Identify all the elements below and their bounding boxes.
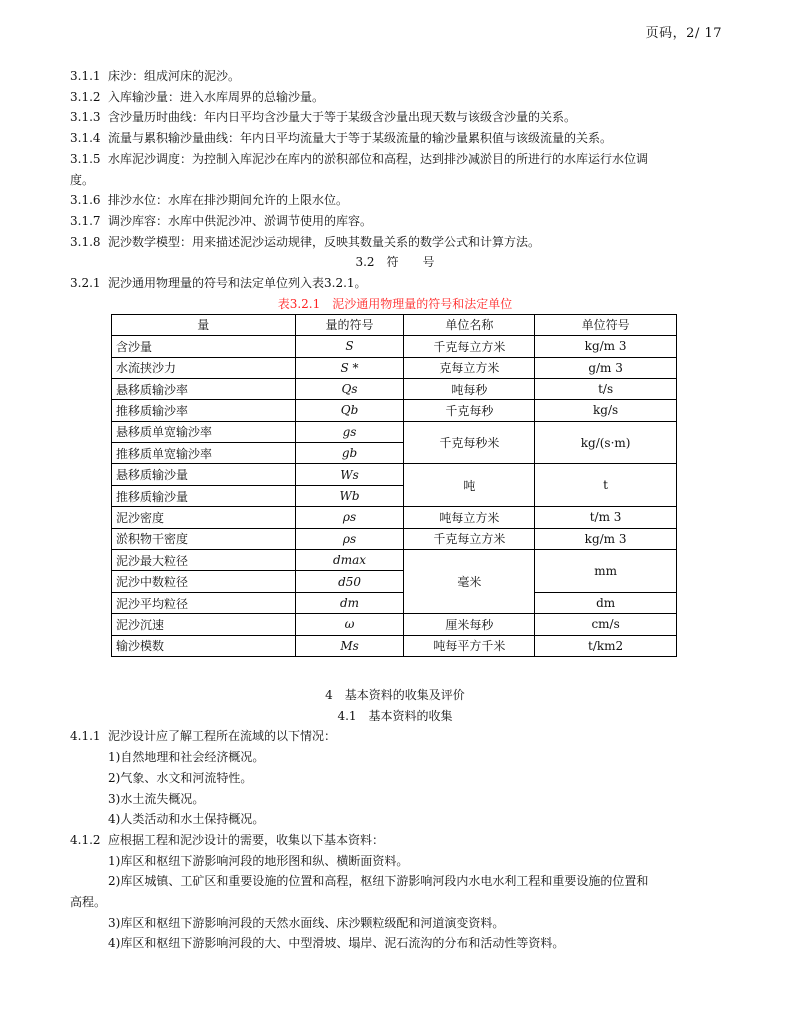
symbol-cell: d50 (295, 571, 404, 592)
list-item: 3)库区和枢纽下游影响河段的天然水面线、床沙颗粒级配和河道演变资料。 (108, 915, 505, 930)
clause-number: 3.1.6 (70, 193, 101, 208)
clause-number: 3.1.1 (70, 69, 101, 83)
unit-symbol-cell: kg/(s·m) (535, 421, 677, 464)
clause-text: 泥沙数学模型：用来描述泥沙运动规律，反映其数量关系的数学公式和计算方法。 (108, 234, 541, 249)
unit-name-cell: 千克每秒米 (404, 421, 535, 464)
table-row (112, 528, 677, 549)
clause-number: 4.1.2 (70, 832, 101, 847)
clause-3-2-1 (70, 273, 720, 294)
unit-symbol-cell: kg/s (535, 400, 677, 421)
table-row (112, 336, 677, 357)
unit-symbol-cell: t/s (535, 378, 677, 399)
definition-3-1-3 (70, 107, 720, 128)
unit-symbol-cell: mm (535, 550, 677, 593)
clause-4-1-1 (70, 726, 720, 747)
header-symbol: 量的符号 (295, 314, 404, 335)
quantity-cell: 含沙量 (112, 336, 296, 357)
list-item: 1)自然地理和社会经济概况。 (108, 750, 265, 765)
list-item: 2)气象、水文和河流特性。 (108, 770, 253, 785)
table-row (112, 507, 677, 528)
header-quantity: 量 (112, 314, 296, 335)
symbol-cell: ρs (295, 528, 404, 549)
unit-name-cell: 千克每立方米 (404, 336, 535, 357)
table-row (112, 464, 677, 485)
symbol-cell: Ms (295, 635, 404, 656)
page-number: 页码，2/ 17 (645, 26, 722, 41)
list-item-continued: 高程。 (70, 895, 107, 910)
clause-text: 流量与累积输沙量曲线：年内日平均流量大于等于某级流量的输沙量累积值与该级流量的关系。 (108, 131, 613, 146)
header-unit-symbol: 单位符号 (535, 314, 677, 335)
unit-symbol-cell: t/km2 (535, 635, 677, 656)
clause-text: 水库泥沙调度：为控制入库泥沙在库内的淤积部位和高程，达到排沙减淤目的所进行的水库运行水位调 (108, 151, 649, 166)
unit-name-cell: 吨每平方千米 (404, 635, 535, 656)
unit-symbol-cell: cm/s (535, 614, 677, 635)
clause-number: 4.1.1 (70, 729, 101, 744)
quantity-cell: 泥沙最大粒径 (112, 550, 296, 571)
table-row (112, 421, 677, 442)
table-row (112, 635, 677, 656)
quantity-cell: 悬移质输沙率 (112, 378, 296, 399)
quantity-cell: 悬移质单宽输沙率 (112, 421, 296, 442)
list-item: 3)水土流失概况。 (108, 791, 205, 806)
symbol-cell: S * (295, 357, 404, 378)
quantity-cell: 输沙模数 (112, 635, 296, 656)
clause-number: 3.1.8 (70, 234, 101, 249)
clause-text: 床沙：组成河床的泥沙。 (108, 69, 241, 83)
clause-text: 含沙量历时曲线：年内日平均含沙量大于等于某级含沙量出现天数与该级含沙量的关系。 (108, 110, 577, 125)
table-row (112, 550, 677, 571)
list-item: 4)库区和枢纽下游影响河段的大、中型滑坡、塌岸、泥石流沟的分布和活动性等资料。 (108, 936, 565, 951)
definition-3-1-5 (70, 149, 720, 170)
clause-text: 泥沙通用物理量的符号和法定单位列入表3.2.1。 (108, 276, 367, 291)
quantity-cell: 推移质输沙量 (112, 485, 296, 506)
quantity-cell: 泥沙沉速 (112, 614, 296, 635)
unit-symbol-cell: kg/m 3 (535, 336, 677, 357)
definition-3-1-2 (70, 87, 720, 108)
table-row (112, 614, 677, 635)
quantity-cell: 淤积物干密度 (112, 528, 296, 549)
unit-name-cell: 吨每立方米 (404, 507, 535, 528)
definition-3-1-4 (70, 128, 720, 149)
symbol-cell: gs (295, 421, 404, 442)
clause-number: 3.1.4 (70, 131, 101, 146)
quantity-cell: 泥沙密度 (112, 507, 296, 528)
clause-number: 3.2.1 (70, 276, 101, 291)
unit-name-cell: 吨 (404, 464, 535, 507)
table-row (112, 378, 677, 399)
section-heading-4-1: 4.1 基本资料的收集 (337, 708, 453, 723)
section-heading-4: 4 基本资料的收集及评价 (325, 687, 465, 702)
clause-number: 3.1.7 (70, 213, 101, 228)
unit-name-cell: 厘米每秒 (404, 614, 535, 635)
quantity-cell: 推移质输沙率 (112, 400, 296, 421)
definition-3-1-8 (70, 232, 720, 253)
clause-text: 应根据工程和泥沙设计的需要，收集以下基本资料： (108, 832, 385, 847)
definition-3-1-1 (70, 66, 720, 87)
clause-number: 3.1.2 (70, 89, 101, 104)
definition-3-1-7 (70, 211, 720, 232)
list-item: 2)库区城镇、工矿区和重要设施的位置和高程，枢纽下游影响河段内水电水利工程和重要设施的位置和 (108, 874, 649, 889)
symbol-cell: Qs (295, 378, 404, 399)
unit-name-cell: 千克每立方米 (404, 528, 535, 549)
quantity-cell: 泥沙中数粒径 (112, 571, 296, 592)
list-item: 4)人类活动和水土保持概况。 (108, 812, 265, 827)
table-row (112, 357, 677, 378)
table-row (112, 400, 677, 421)
unit-symbol-cell: kg/m 3 (535, 528, 677, 549)
unit-name-cell: 克每立方米 (404, 357, 535, 378)
document-body (70, 66, 720, 954)
unit-name-cell: 毫米 (404, 550, 535, 614)
unit-symbol-cell: g/m 3 (535, 357, 677, 378)
symbol-cell: ρs (295, 507, 404, 528)
quantity-cell: 悬移质输沙量 (112, 464, 296, 485)
unit-symbol-cell: dm (535, 592, 677, 613)
table-row (112, 592, 677, 613)
clause-text: 调沙库容：水库中供泥沙冲、淤调节使用的库容。 (108, 213, 373, 228)
definition-3-1-6 (70, 190, 720, 211)
quantity-cell: 泥沙平均粒径 (112, 592, 296, 613)
list-item: 1)库区和枢纽下游影响河段的地形图和纵、横断面资料。 (108, 853, 409, 868)
definition-3-1-5-continued: 度。 (70, 172, 95, 187)
header-unit-name: 单位名称 (404, 314, 535, 335)
clause-text: 入库输沙量：进入水库周界的总输沙量。 (108, 89, 325, 104)
symbol-cell: S (295, 336, 404, 357)
clause-text: 泥沙设计应了解工程所在流域的以下情况： (108, 729, 337, 744)
table-title: 表3.2.1 泥沙通用物理量的符号和法定单位 (277, 296, 513, 311)
symbol-cell: ω (295, 614, 404, 635)
symbol-cell: Wb (295, 485, 404, 506)
section-heading-3-2: 3.2 符 号 (355, 255, 435, 270)
unit-name-cell: 千克每秒 (404, 400, 535, 421)
symbol-cell: gb (295, 443, 404, 464)
symbol-cell: Ws (295, 464, 404, 485)
symbol-cell: dm (295, 592, 404, 613)
symbol-cell: dmax (295, 550, 404, 571)
units-table (111, 314, 677, 657)
clause-number: 3.1.5 (70, 151, 101, 166)
symbol-cell: Qb (295, 400, 404, 421)
table-header-row (112, 314, 677, 335)
clause-4-1-2 (70, 830, 720, 851)
quantity-cell: 水流挟沙力 (112, 357, 296, 378)
unit-name-cell: 吨每秒 (404, 378, 535, 399)
unit-symbol-cell: t (535, 464, 677, 507)
quantity-cell: 推移质单宽输沙率 (112, 443, 296, 464)
unit-symbol-cell: t/m 3 (535, 507, 677, 528)
clause-text: 排沙水位：水库在排沙期间允许的上限水位。 (108, 193, 349, 208)
clause-number: 3.1.3 (70, 110, 101, 125)
